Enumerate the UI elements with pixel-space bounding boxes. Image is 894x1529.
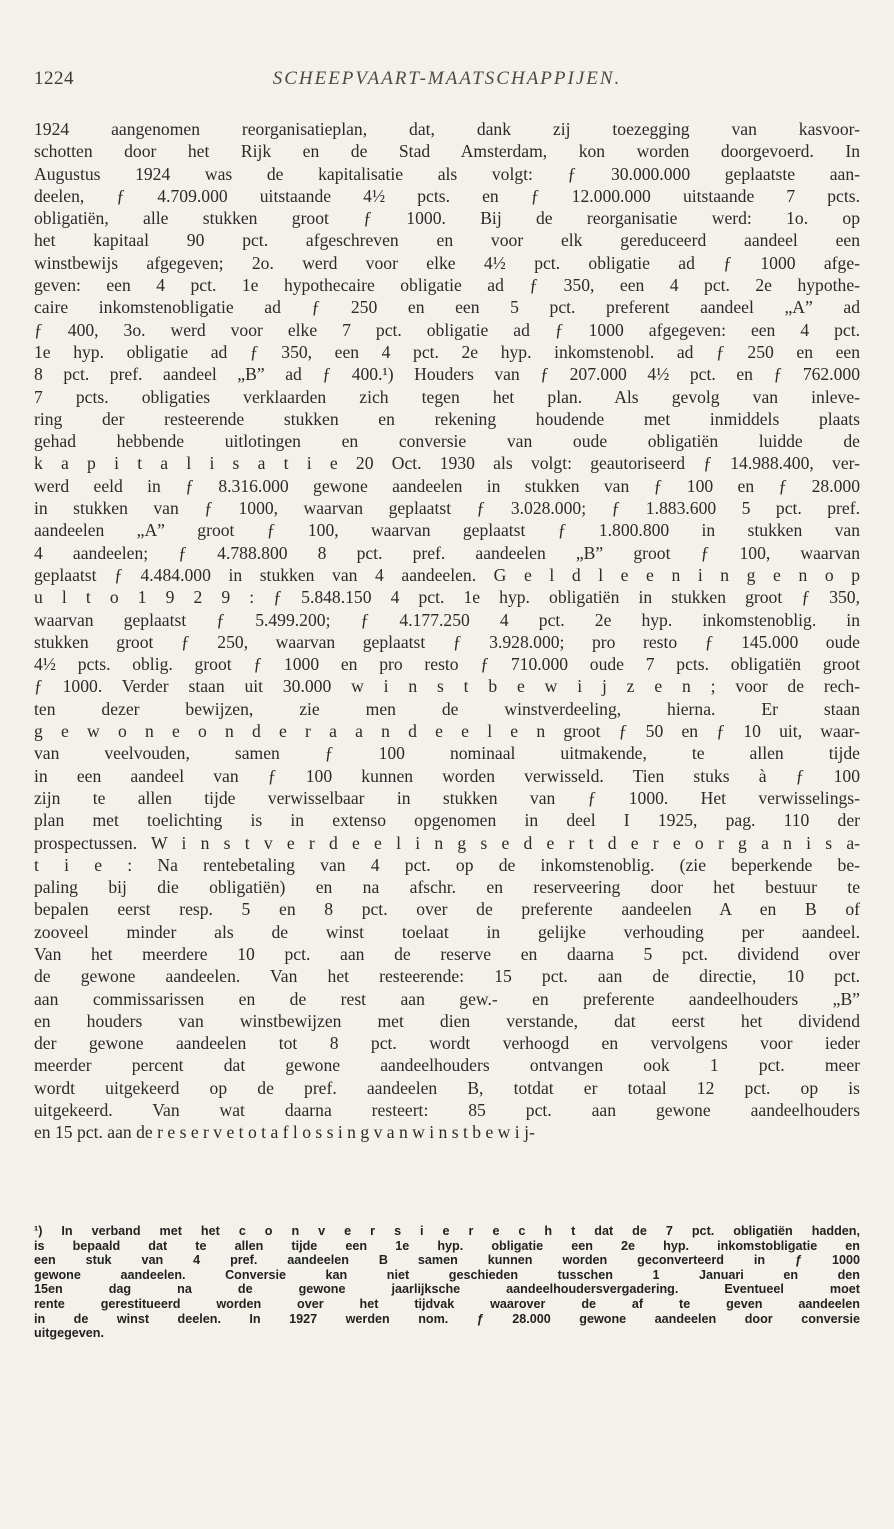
text-line: geven: een 4 pct. 1e hypothecaire obligatie ad ƒ 350, een 4 pct. 2e hypothe- [34,275,860,296]
text-line: ring der resteerende stukken en rekening houdende met inmiddels plaats [34,408,860,429]
text-line: werd eeld in ƒ 8.316.000 gewone aandeelen in stukken van ƒ 100 en ƒ 28.000 [34,475,860,496]
running-title: SCHEEPVAART-MAATSCHAPPIJEN. [272,68,622,89]
page-number: 1224 [34,68,74,89]
text-line: caire inkomstenobligatie ad ƒ 250 en een 5 pct. preferent aandeel „A” ad [34,297,860,318]
text-line: stukken groot ƒ 250, waarvan geplaatst ƒ 3.928.000; pro resto ƒ 145.000 oude [34,631,860,652]
text-line: u l t o 1 9 2 9 : ƒ 5.848.150 4 pct. 1e hyp. obligatiën in stukken groot ƒ 350, [34,587,860,608]
footnote-line: ¹) In verband met het c o n v e r s i e r e c h t dat de 7 pct. obligatiën hadden, [34,1224,860,1238]
footnote-line: rente gerestitueerd worden over het tijdvak waarover de af te geven aandeelen [34,1296,860,1311]
text-line: het kapitaal 90 pct. afgeschreven en voor elk gereduceerd aandeel een [34,230,860,251]
text-line: in een aandeel van ƒ 100 kunnen worden verwisseld. Tien stuks à ƒ 100 [34,765,860,786]
text-line: zooveel minder als de winst toelaat in gelijke verhouding per aandeel. [34,921,860,942]
text-line: g e w o n e o n d e r a a n d e e l e n groot ƒ 50 en ƒ 10 uit, waar- [34,721,860,742]
footnote-line: uitgegeven. [34,1326,104,1341]
text-line: in stukken van ƒ 1000, waarvan geplaatst ƒ 3.028.000; ƒ 1.883.600 5 pct. pref. [34,498,860,519]
text-line: ƒ 400, 3o. werd voor elke 7 pct. obligatie ad ƒ 1000 afgegeven: een 4 pct. [34,319,860,340]
text-line: t i e : Na rentebetaling van 4 pct. op de inkomstenoblig. (zie beperkende be- [34,854,860,875]
text-line: 4 aandeelen; ƒ 4.788.800 8 pct. pref. aandeelen „B” groot ƒ 100, waarvan [34,542,860,563]
text-line: gehad hebbende uitlotingen en conversie van oude obligatiën luidde de [34,431,860,452]
text-line: der gewone aandeelen tot 8 pct. wordt verhoogd en vervolgens voor ieder [34,1033,860,1054]
text-line: geplaatst ƒ 4.484.000 in stukken van 4 aandeelen. G e l d l e e n i n g e n o p [34,564,860,585]
footnote-line: een stuk van 4 pref. aandeelen B samen kunnen worden geconverteerd in ƒ 1000 [34,1253,860,1268]
body-text [34,118,860,1144]
text-line: ten dezer bewijzen, zie men de winstverdeeling, hierna. Er staan [34,698,860,719]
text-line: de gewone aandeelen. Van het resteerende: 15 pct. aan de directie, 10 pct. [34,966,860,987]
text-line: Augustus 1924 was de kapitalisatie als volgt: ƒ 30.000.000 geplaatste aan- [34,163,860,184]
footnote-line: gewone aandeelen. Conversie kan niet geschieden tusschen 1 Januari en den [34,1267,860,1282]
text-line: aan commissarissen en de rest aan gew.- en preferente aandeelhouders „B” [34,988,860,1009]
text-line: wordt uitgekeerd op de pref. aandeelen B, totdat er totaal 12 pct. op is [34,1077,860,1098]
text-line: van veelvouden, samen ƒ 100 nominaal uitmakende, te allen tijde [34,743,860,764]
text-line: meerder percent dat gewone aandeelhouders ontvangen ook 1 pct. meer [34,1055,860,1076]
text-line: deelen, ƒ 4.709.000 uitstaande 4½ pcts. en ƒ 12.000.000 uitstaande 7 pcts. [34,185,860,206]
text-line: bepalen eerst resp. 5 en 8 pct. over de preferente aandeelen A en B of [34,899,860,920]
text-line: plan met toelichting is in extenso opgenomen in deel I 1925, pag. 110 der [34,810,860,831]
text-line: k a p i t a l i s a t i e 20 Oct. 1930 als volgt: geautoriseerd ƒ 14.988.400, ver- [34,453,860,474]
footnotes [34,1224,860,1341]
text-line: ƒ 1000. Verder staan uit 30.000 w i n s t b e w i j z e n ; voor de rech- [34,676,860,697]
text-line: prospectussen. W i n s t v e r d e e l i n g s e d e r t d e r e o r g a n i s a- [34,832,860,853]
text-line: zijn te allen tijde verwisselbaar in stukken van ƒ 1000. Het verwisselings- [34,787,860,808]
text-line: en houders van winstbewijzen met dien verstande, dat eerst het dividend [34,1010,860,1031]
text-line: 8 pct. pref. aandeel „B” ad ƒ 400.¹) Houders van ƒ 207.000 4½ pct. en ƒ 762.000 [34,364,860,385]
text-line: en 15 pct. aan de r e s e r v e t o t a f l o s s i n g v a n w i n s t b e w i j- [34,1122,535,1143]
text-line: schotten door het Rijk en de Stad Amsterdam, kon worden doorgevoerd. In [34,141,860,162]
text-line: 1e hyp. obligatie ad ƒ 350, een 4 pct. 2e hyp. inkomstenobl. ad ƒ 250 en een [34,341,860,362]
footnote-line: in de winst deelen. In 1927 werden nom. ƒ 28.000 gewone aandeelen door conversie [34,1311,860,1326]
text-line: paling bij die obligatiën) en na afschr. en reserveering door het bestuur te [34,877,860,898]
footnote-line: is bepaald dat te allen tijde een 1e hyp. obligatie een 2e hyp. inkomstobligatie en [34,1238,860,1253]
footnote-line: 15en dag na de gewone jaarlijksche aandeelhoudersvergadering. Eventueel moet [34,1282,860,1297]
text-line: 4½ pcts. oblig. groot ƒ 1000 en pro resto ƒ 710.000 oude 7 pcts. obligatiën groot [34,654,860,675]
text-line: obligatiën, alle stukken groot ƒ 1000. Bij de reorganisatie werd: 1o. op [34,208,860,229]
text-line: Van het meerdere 10 pct. aan de reserve en daarna 5 pct. dividend over [34,943,860,964]
text-line: aandeelen „A” groot ƒ 100, waarvan geplaatst ƒ 1.800.800 in stukken van [34,520,860,541]
text-line: 7 pcts. obligaties verklaarden zich tegen het plan. Als gevolg van inleve- [34,386,860,407]
text-line: waarvan geplaatst ƒ 5.499.200; ƒ 4.177.250 4 pct. 2e hyp. inkomstenoblig. in [34,609,860,630]
text-line: 1924 aangenomen reorganisatieplan, dat, dank zij toezegging van kasvoor- [34,119,860,139]
page-header [34,68,860,94]
text-line: uitgekeerd. Van wat daarna resteert: 85 pct. aan gewone aandeelhouders [34,1100,860,1121]
text-line: winstbewijs afgegeven; 2o. werd voor elke 4½ pct. obligatie ad ƒ 1000 afge- [34,252,860,273]
